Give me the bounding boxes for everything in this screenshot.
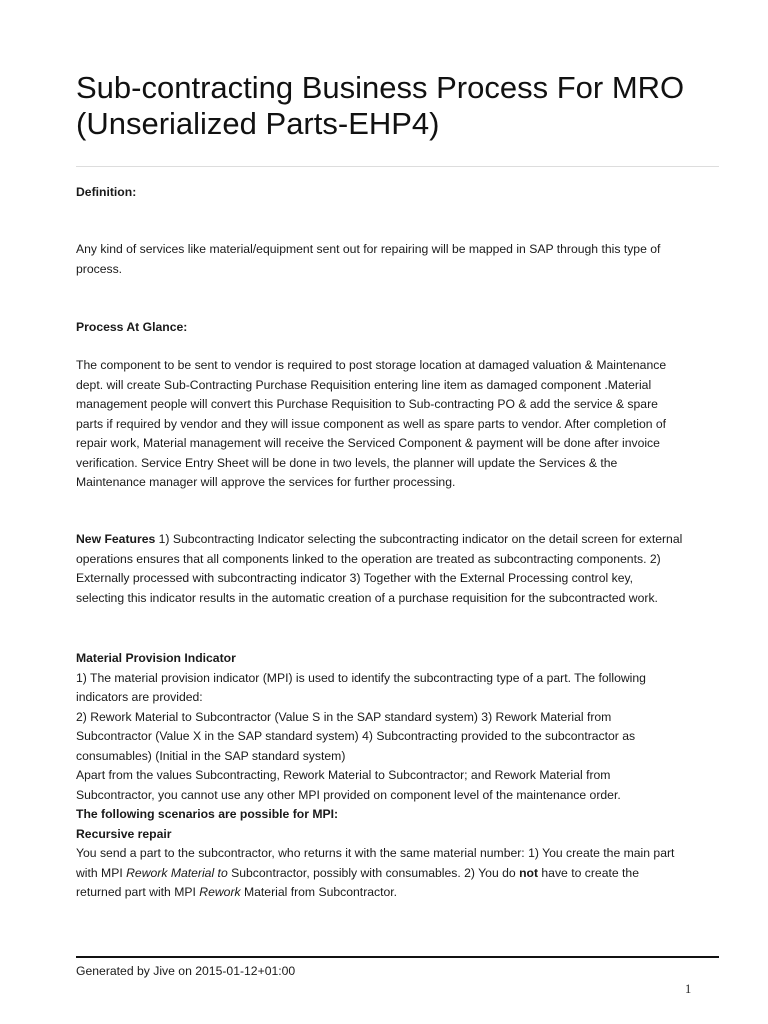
glance-section-heading: [76, 318, 684, 338]
title-line-2: (Unserialized Parts-EHP4): [76, 106, 440, 141]
mpi-section: [76, 649, 684, 903]
recursive-text-part-4: Material from Subcontractor.: [240, 885, 398, 899]
footer-generated-text: Generated by Jive on 2015-01-12+01:00: [76, 964, 296, 978]
footer-divider: [76, 956, 719, 958]
recursive-text-part-1: You send a part to the subcontractor, who returns it with the same material number: 1) You create the main part with MPI: [76, 846, 675, 880]
new-features-paragraph: [76, 530, 684, 608]
mpi-line-2: 2) Rework Material to Subcontractor (Value S in the SAP standard system) 3) Rework Material from Subcontractor (Value X in the SAP standard system) 4) Subcontracting provided to the subcontractor as consumables) (Initial in the SAP standard system): [76, 709, 636, 763]
definition-section-heading: [76, 183, 684, 203]
mpi-line-3: Apart from the values Subcontracting, Rework Material to Subcontractor; and Rework Material from Subcontractor, you cannot use any other MPI provided on component level of the maintenance order.: [76, 768, 621, 802]
recursive-repair-heading: Recursive repair: [76, 826, 172, 841]
recursive-strong-not: not: [519, 865, 539, 880]
scenarios-heading: The following scenarios are possible for MPI:: [76, 807, 339, 821]
recursive-text-part-2: Subcontractor, possibly with consumables. 2) You do: [227, 865, 520, 880]
recursive-text-part-3: have to create the returned part with MPI: [76, 865, 639, 899]
recursive-emphasis-2: Rework: [199, 885, 241, 899]
recursive-repair-text: [76, 844, 684, 903]
new-features-label: New Features: [76, 532, 156, 546]
recursive-emphasis-1: Rework Material to: [126, 865, 228, 880]
mpi-heading: Material Provision Indicator: [76, 651, 236, 665]
definition-paragraph: [76, 240, 684, 279]
title-line-1: Sub-contracting Business Process For MRO: [76, 70, 685, 105]
definition-heading: Definition:: [76, 185, 137, 199]
new-features-text: 1) Subcontracting Indicator selecting the subcontracting indicator on the detail screen for external operations ensures that all components linked to the operation are treated as subcontracting components. 2) Externally processed with subcontracting indicator 3) Together with the External Processing control key, selecting this indicator results in the automatic creation of a purchase requisition for the subcontracted work.: [76, 532, 683, 605]
title-divider: [76, 166, 719, 167]
glance-paragraph: [76, 356, 684, 493]
mpi-line-1: 1) The material provision indicator (MPI) is used to identify the subcontracting type of a part. The following indicators are provided:: [76, 670, 646, 704]
page-number: 1: [685, 982, 692, 996]
page-title: [76, 70, 716, 142]
glance-text: The component to be sent to vendor is required to post storage location at damaged valuation & Maintenance dept. will create Sub-Contracting Purchase Requisition entering line item as damaged component .Material management people will convert this Purchase Requisition to Sub-contracting PO & add the service & spare parts if required by vendor and they will issue component as well as spare parts to vendor. After completion of repair work, Material management will receive the Serviced Component & payment will be done after invoice verification. Service Entry Sheet will be done in two levels, the planner will update the Services & the Maintenance manager will approve the services for further processing.: [76, 358, 667, 489]
definition-text: Any kind of services like material/equipment sent out for repairing will be mapped in SAP through this type of process.: [76, 242, 661, 276]
glance-heading: Process At Glance:: [76, 320, 188, 334]
